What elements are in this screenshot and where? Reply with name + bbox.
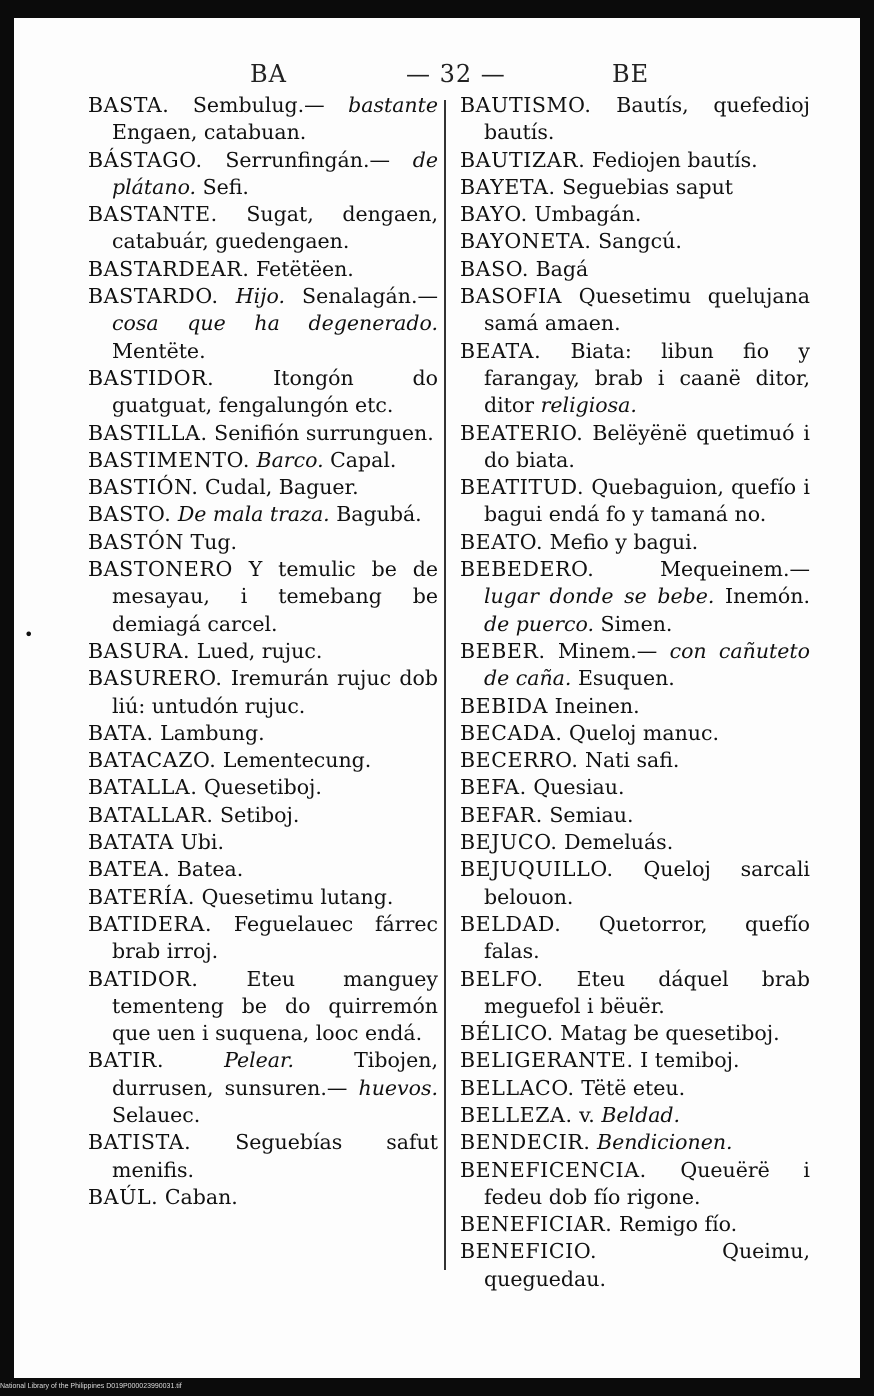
- dictionary-entry: [88, 802, 438, 829]
- entry-definition: Lementecung.: [222, 748, 372, 773]
- entry-gloss-italic: con cañuteto de caña.: [484, 638, 810, 691]
- entry-definition: Iremurán rujuc dob liú: untudón rujuc.: [112, 666, 438, 718]
- entry-gloss-italic: de plátano.: [112, 147, 438, 199]
- dictionary-entry: [88, 884, 438, 911]
- entry-headword: BATIR.: [88, 1048, 165, 1073]
- entry-headword: BEJUQUILLO.: [460, 857, 614, 882]
- entry-headword: BEJUCO.: [460, 830, 558, 855]
- entry-definition: Bagubá.: [329, 502, 422, 527]
- dictionary-entry: [460, 338, 810, 420]
- dictionary-entry: [460, 1211, 810, 1238]
- dictionary-entry: [460, 1238, 810, 1293]
- entry-definition: Senalagán.—: [285, 284, 438, 309]
- entry-definition: Fediojen bautís.: [591, 147, 758, 172]
- entry-headword: BELDAD.: [460, 911, 562, 936]
- entry-headword: BASTARDEAR.: [88, 256, 250, 281]
- entry-definition: Umbagán.: [534, 202, 642, 227]
- entry-definition: Simen.: [594, 611, 673, 636]
- entry-definition: Mentëte.: [112, 338, 206, 363]
- entry-headword: BELLEZA.: [460, 1102, 573, 1127]
- dictionary-entry: [88, 1129, 438, 1184]
- entry-definition: Ubi.: [180, 830, 224, 855]
- dictionary-entry: [88, 720, 438, 747]
- dictionary-entry: [460, 774, 810, 801]
- dictionary-entry: [460, 92, 810, 147]
- dictionary-entry: [460, 856, 810, 911]
- entry-definition: Esuquen.: [571, 666, 675, 691]
- dictionary-entry: [88, 556, 438, 638]
- dictionary-entry: [88, 829, 438, 856]
- entry-definition: Sugat, dengaen, catabuár, guedengaen.: [112, 202, 438, 254]
- dictionary-entry: [88, 774, 438, 801]
- dictionary-entry: [460, 256, 810, 283]
- entry-definition: Queloj manuc.: [569, 720, 719, 745]
- entry-headword: BAYONETA.: [460, 229, 592, 254]
- entry-headword: BEATERIO.: [460, 420, 584, 445]
- dictionary-entry: [460, 283, 810, 338]
- dictionary-entry: [88, 501, 438, 528]
- entry-gloss-italic: de puerco.: [484, 611, 595, 636]
- entry-definition: Serrunfingán.—: [225, 147, 413, 172]
- dictionary-entry: [460, 1102, 810, 1129]
- entry-gloss-italic: bastante: [348, 93, 438, 117]
- entry-definition: Quetorror, quefío falas.: [484, 911, 810, 964]
- left-column: [88, 92, 438, 1211]
- dictionary-entry: [88, 747, 438, 774]
- entry-headword: BENEFICIO.: [460, 1239, 598, 1264]
- entry-definition: Quesetiboj.: [203, 775, 322, 800]
- entry-headword: BASTIÓN.: [88, 475, 199, 500]
- entry-definition: Y temulic be de mesayau, i temebang be demiagá carcel.: [112, 557, 438, 636]
- entry-gloss-italic: religiosa.: [540, 393, 637, 418]
- entry-headword: BEFAR.: [460, 802, 543, 827]
- entry-headword: BASOFIA: [460, 284, 563, 309]
- dictionary-entry: [88, 92, 438, 147]
- entry-definition: Mefio y bagui.: [549, 529, 699, 554]
- dictionary-entry: [460, 556, 810, 638]
- dictionary-entry: [88, 1047, 438, 1129]
- dictionary-entry: [460, 802, 810, 829]
- entry-headword: BEBIDA: [460, 693, 549, 718]
- dictionary-entry: [88, 201, 438, 256]
- entry-definition: Seguebías safut menifis.: [112, 1130, 438, 1182]
- entry-headword: BAUTIZAR.: [460, 147, 586, 172]
- entry-definition: Setiboj.: [220, 802, 300, 827]
- entry-definition: Lambung.: [160, 720, 265, 745]
- entry-definition: Minem.—: [557, 638, 670, 663]
- entry-gloss-italic: Beldad.: [601, 1102, 681, 1127]
- entry-headword: BATA.: [88, 720, 154, 745]
- entry-headword: BASTARDO.: [88, 284, 219, 309]
- dictionary-entry: [460, 420, 810, 475]
- entry-headword: BASTA.: [88, 93, 170, 117]
- entry-gloss-italic: Pelear.: [224, 1048, 295, 1073]
- dictionary-entry: [88, 365, 438, 420]
- entry-definition: v.: [579, 1102, 602, 1127]
- entry-headword: BATALLAR.: [88, 802, 214, 827]
- dictionary-entry: [88, 147, 438, 202]
- dictionary-entry: [460, 638, 810, 693]
- entry-headword: BELIGERANTE.: [460, 1048, 634, 1073]
- entry-gloss-italic: Hijo.: [235, 284, 286, 309]
- entry-definition: Engaen, catabuan.: [112, 120, 307, 145]
- entry-headword: BEATO.: [460, 529, 544, 554]
- dictionary-entry: [460, 529, 810, 556]
- entry-definition: Eteu dáquel brab meguefol i bëuër.: [484, 966, 810, 1018]
- entry-headword: BAYETA.: [460, 174, 556, 199]
- dictionary-entry: [460, 693, 810, 720]
- entry-gloss-italic: cosa que ha degenerado.: [112, 311, 438, 336]
- entry-headword: BASTÓN: [88, 529, 184, 554]
- dictionary-page: [14, 18, 860, 1378]
- entry-definition: Batea.: [176, 857, 244, 882]
- dictionary-entry: [88, 911, 438, 966]
- entry-headword: BATIDERA.: [88, 911, 213, 936]
- dictionary-entry: [88, 256, 438, 283]
- entry-definition: Remigo fío.: [618, 1212, 738, 1237]
- dictionary-entry: [88, 474, 438, 501]
- dictionary-entry: [460, 911, 810, 966]
- entry-definition: Queuërë i fedeu dob fío rigone.: [484, 1157, 810, 1209]
- entry-headword: BECADA.: [460, 720, 563, 745]
- entry-definition: Sangcú.: [598, 229, 682, 254]
- entry-headword: BÁSTAGO.: [88, 147, 203, 172]
- entry-headword: BENEFICIAR.: [460, 1212, 613, 1237]
- dictionary-entry: [88, 1184, 438, 1211]
- dictionary-entry: [460, 966, 810, 1021]
- dictionary-entry: [460, 1020, 810, 1047]
- entry-definition: Caban.: [164, 1184, 238, 1209]
- entry-definition: Quesiau.: [533, 775, 625, 800]
- entry-headword: BEATITUD.: [460, 475, 585, 500]
- dictionary-entry: [460, 720, 810, 747]
- entry-definition: Biata: libun fio y farangay, brab i caanë ditor, ditor: [484, 338, 810, 418]
- entry-definition: Bautís, quefedioj bautís.: [484, 93, 810, 145]
- dictionary-entry: [460, 747, 810, 774]
- entry-gloss-italic: Barco.: [256, 447, 324, 472]
- entry-gloss-italic: huevos.: [358, 1075, 438, 1100]
- entry-definition: Selauec.: [112, 1102, 201, 1127]
- entry-headword: BEATA.: [460, 338, 542, 363]
- entry-headword: BATERÍA.: [88, 884, 196, 909]
- entry-headword: BATEA.: [88, 857, 171, 882]
- header-left-guide: BA: [250, 60, 287, 88]
- dictionary-entry: [460, 1047, 810, 1074]
- dictionary-entry: [88, 966, 438, 1048]
- entry-definition: Itongón do guatguat, fengalungón etc.: [112, 365, 438, 418]
- entry-definition: Matag be quesetiboj.: [560, 1021, 780, 1046]
- entry-headword: BATATA: [88, 830, 174, 855]
- page-number: — 32 —: [406, 60, 506, 88]
- entry-headword: BATIDOR.: [88, 966, 199, 991]
- column-divider: [444, 100, 446, 1270]
- entry-headword: BEBEDERO.: [460, 557, 595, 582]
- entry-definition: Semiau.: [549, 802, 634, 827]
- dictionary-entry: [88, 856, 438, 883]
- entry-headword: BELLACO.: [460, 1075, 575, 1100]
- entry-definition: Eteu manguey tementeng be do quirremón que uen i suquena, looc endá.: [112, 966, 438, 1046]
- dictionary-entry: [88, 529, 438, 556]
- entry-gloss-italic: De mala traza.: [177, 502, 330, 527]
- entry-gloss-italic: lugar donde se bebe.: [484, 584, 715, 609]
- entry-headword: BENDECIR.: [460, 1130, 591, 1155]
- entry-definition: Sefi.: [196, 174, 249, 199]
- entry-headword: BAUTISMO.: [460, 93, 592, 117]
- entry-definition: Demeluás.: [564, 830, 674, 855]
- entry-definition: Ineinen.: [554, 693, 640, 718]
- entry-headword: BAÚL.: [88, 1184, 159, 1209]
- entry-gloss-italic: Bendicionen.: [597, 1130, 733, 1155]
- dictionary-entry: [88, 638, 438, 665]
- entry-headword: BECERRO.: [460, 748, 579, 773]
- entry-headword: BATALLA.: [88, 775, 198, 800]
- entry-definition: Queloj sarcali belouon.: [484, 857, 810, 909]
- entry-headword: BELFO.: [460, 966, 544, 991]
- entry-headword: BASTANTE.: [88, 202, 218, 227]
- dictionary-entry: [460, 1157, 810, 1212]
- right-column: [460, 92, 810, 1293]
- entry-definition: Quebaguion, quefío i bagui endá fo y tamaná no.: [484, 475, 810, 527]
- dictionary-entry: [460, 174, 810, 201]
- entry-headword: BASTO.: [88, 502, 172, 527]
- entry-definition: Tëtë eteu.: [581, 1075, 686, 1100]
- entry-definition: Queimu, queguedau.: [484, 1239, 810, 1291]
- dictionary-entry: [460, 829, 810, 856]
- entry-headword: BASURA.: [88, 638, 191, 663]
- entry-headword: BAYO.: [460, 202, 528, 227]
- entry-definition: Lued, rujuc.: [196, 638, 323, 663]
- dictionary-entry: [460, 1129, 810, 1156]
- entry-definition: Seguebias saput: [562, 174, 734, 199]
- entry-definition: Bagá: [535, 256, 589, 281]
- entry-definition: Senifión surrunguen.: [214, 420, 434, 445]
- header-right-guide: BE: [612, 60, 650, 88]
- dictionary-entry: [88, 665, 438, 720]
- entry-definition: Cudal, Baguer.: [204, 475, 359, 500]
- entry-definition: Tug.: [190, 529, 237, 554]
- entry-definition: Quesetimu quelujana samá amaen.: [484, 284, 810, 336]
- entry-definition: Nati safi.: [585, 748, 680, 773]
- entry-definition: Mequeinem.—: [660, 557, 810, 582]
- dictionary-entry: [88, 283, 438, 365]
- entry-headword: BASTIDOR.: [88, 365, 215, 390]
- entry-headword: BASTONERO: [88, 557, 233, 582]
- footer-credit: National Library of the Philippines D019P000023990031.tif: [0, 1383, 182, 1390]
- dictionary-entry: [88, 420, 438, 447]
- dictionary-entry: [460, 1075, 810, 1102]
- entry-definition: Capal.: [323, 447, 397, 472]
- entry-headword: BASURERO.: [88, 666, 223, 691]
- entry-definition: Sembulug.—: [192, 93, 349, 117]
- entry-definition: Inemón.: [714, 584, 810, 609]
- entry-definition: Quesetimu lutang.: [201, 884, 394, 909]
- entry-headword: BASTILLA.: [88, 420, 208, 445]
- entry-headword: BASO.: [460, 256, 530, 281]
- entry-headword: BASTIMENTO.: [88, 447, 250, 472]
- entry-definition: Belëyënë quetimuó i do biata.: [484, 420, 810, 472]
- entry-definition: I temiboj.: [640, 1048, 740, 1073]
- entry-definition: Tibojen, durrusen, sunsuren.—: [112, 1048, 438, 1100]
- dictionary-entry: [460, 474, 810, 529]
- entry-headword: BATACAZO.: [88, 748, 217, 773]
- dictionary-entry: [460, 201, 810, 228]
- dictionary-entry: [460, 228, 810, 255]
- dictionary-entry: [460, 147, 810, 174]
- entry-headword: BEBER.: [460, 638, 546, 663]
- entry-headword: BATISTA.: [88, 1130, 192, 1155]
- dictionary-entry: [88, 447, 438, 474]
- margin-mark: •: [24, 625, 34, 644]
- entry-headword: BENEFICENCIA.: [460, 1157, 647, 1182]
- entry-definition: Fetëtëen.: [256, 256, 354, 281]
- entry-headword: BEFA.: [460, 775, 527, 800]
- entry-headword: BÉLICO.: [460, 1021, 554, 1046]
- entry-definition: Feguelauec fárrec brab irroj.: [112, 911, 438, 964]
